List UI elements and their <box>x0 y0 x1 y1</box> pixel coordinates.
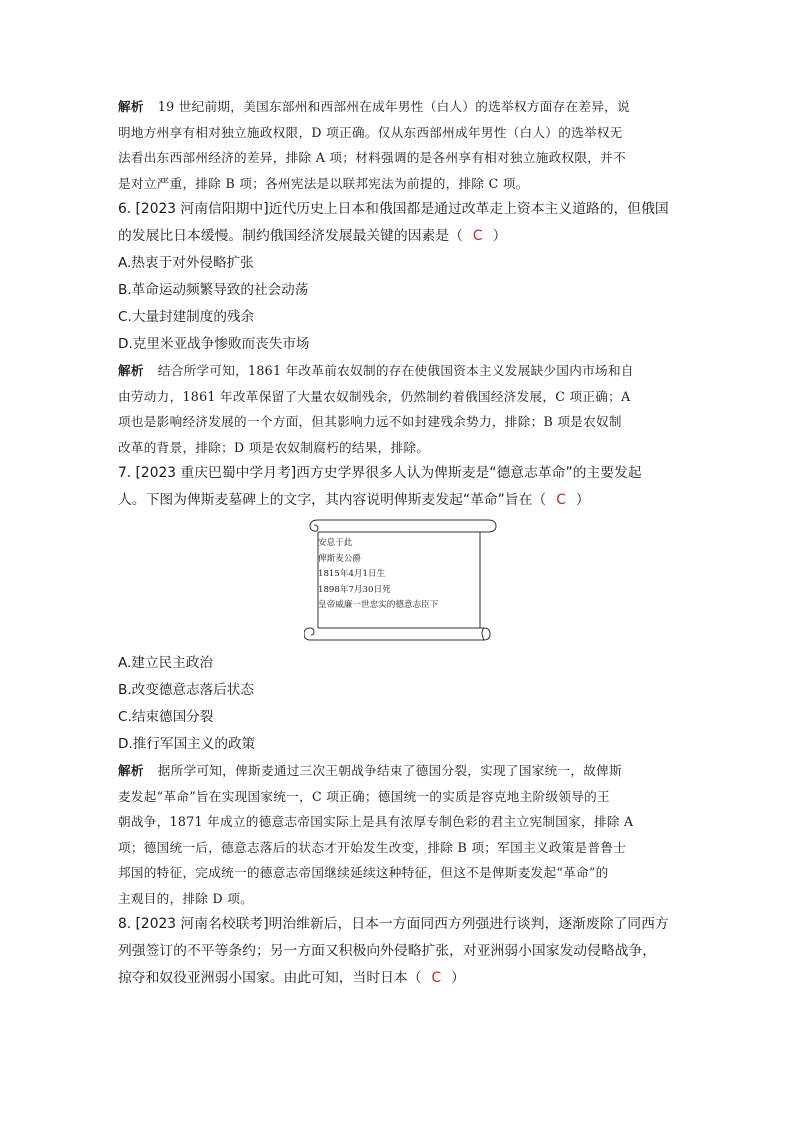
question-6 <box>118 196 680 460</box>
answer-mark: C <box>556 492 566 508</box>
analysis-tag: 解析 <box>118 363 144 378</box>
analysis-tag: 解析 <box>118 763 144 778</box>
analysis-line: 项；德国统一后，德意志落后的状态才开始发生改变，排除 B 项；军国主义政策是普鲁士 <box>118 839 627 855</box>
question-stem-line: 列强签订的不平等条约；另一方面又积极向外侵略扩张，对亚洲弱小国家发动侵略战争， <box>118 943 657 959</box>
question-8 <box>118 911 680 992</box>
question-stem-line: 的发展比日本缓慢。制约俄国经济发展最关键的因素是（ <box>118 228 463 244</box>
option-c: C.大量封建制度的残余 <box>118 309 255 325</box>
analysis-line: 项也是影响经济发展的一个方面，但其影响力远不如封建残余势力，排除；B 项是农奴制 <box>118 414 622 429</box>
epitaph-line: 1898年7月30日死 <box>318 584 391 595</box>
epitaph-line: 1815年4月1日生 <box>318 569 386 579</box>
answer-mark: C <box>472 228 483 244</box>
epitaph-line: 俾斯麦公爵 <box>318 553 361 564</box>
analysis-line: 明地方州享有相对独立施政权限，D 项正确。仅从东西部州成年男性（白人）的选举权无 <box>118 124 623 140</box>
option-b: B.改变德意志落后状态 <box>118 682 254 698</box>
question-stem-line: 6. [2023 河南信阳期中]近代历史上日本和俄国都是通过改革走上资本主义道路的，但俄国 <box>118 201 669 217</box>
option-d: D.推行军国主义的政策 <box>118 736 256 752</box>
analysis-block-q5 <box>118 94 680 196</box>
question-stem-line: 人。下图为俾斯麦墓碑上的文字，其内容说明俾斯麦发起“革命”旨在（ <box>118 492 547 508</box>
question-7 <box>118 460 680 911</box>
analysis-line: 法看出东西部州经济的差异，排除 A 项；材料强调的是各州享有相对独立施政权限，并不 <box>118 150 626 165</box>
epitaph-text <box>318 536 438 614</box>
analysis-line: 结合所学可知，1861 年改革前农奴制的存在使俄国资本主义发展缺少国内市场和自 <box>157 363 634 378</box>
paren-close: ） <box>451 970 465 986</box>
analysis-line: 邦国的特征，完成统一的德意志帝国继续延续这种特征，但这不是俾斯麦发起“革命”的 <box>118 865 609 880</box>
document-page <box>118 94 680 992</box>
analysis-tag: 解析 <box>118 99 144 114</box>
analysis-line: 主观目的，排除 D 项。 <box>118 890 254 906</box>
analysis-line: 是对立严重，排除 B 项；各州宪法是以联邦宪法为前提的，排除 C 项。 <box>118 175 529 191</box>
option-b: B.革命运动频繁导致的社会动荡 <box>118 282 309 298</box>
answer-mark: C <box>431 970 442 986</box>
epitaph-line: 安息于此 <box>318 538 353 548</box>
paren-close: ） <box>575 492 590 508</box>
analysis-line: 朝战争，1871 年成立的德意志帝国实际上是具有浓厚专制色彩的君主立宪制国家，排除 A <box>118 814 634 829</box>
option-a: A.建立民主政治 <box>118 655 213 671</box>
analysis-line: 改革的背景，排除；D 项是农奴制腐朽的结果，排除。 <box>118 439 430 455</box>
analysis-line: 由劳动力，1861 年改革保留了大量农奴制残余，仍然制约着俄国经济发展，C 项正确；A <box>118 388 631 404</box>
option-d: D.克里米亚战争惨败而丧失市场 <box>118 336 310 352</box>
tombstone-scroll-figure <box>304 516 504 644</box>
analysis-line: 据所学可知，俾斯麦通过三次王朝战争结束了德国分裂，实现了国家统一，故俾斯 <box>157 763 622 778</box>
analysis-line: 19 世纪前期，美国东部州和西部州在成年男性（白人）的选举权方面存在差异，说 <box>157 99 631 114</box>
paren-close: ） <box>492 228 507 244</box>
question-stem-line: 掠夺和奴役亚洲弱小国家。由此可知，当时日本（ <box>118 970 422 986</box>
question-stem-line: 8. [2023 河南名校联考]明治维新后，日本一方面同西方列强进行谈判，逐渐废除了同西方 <box>118 916 669 932</box>
option-c: C.结束德国分裂 <box>118 709 214 725</box>
option-a: A.热衷于对外侵略扩张 <box>118 255 254 271</box>
question-stem-line: 7. [2023 重庆巴蜀中学月考]西方史学界很多人认为俾斯麦是“德意志革命”的主要发起 <box>118 465 642 481</box>
epitaph-line: 皇帝威廉一世忠实的德意志臣下 <box>318 600 439 610</box>
analysis-line: 麦发起“革命”旨在实现国家统一，C 项正确；德国统一的实质是容克地主阶级领导的王 <box>118 788 610 804</box>
